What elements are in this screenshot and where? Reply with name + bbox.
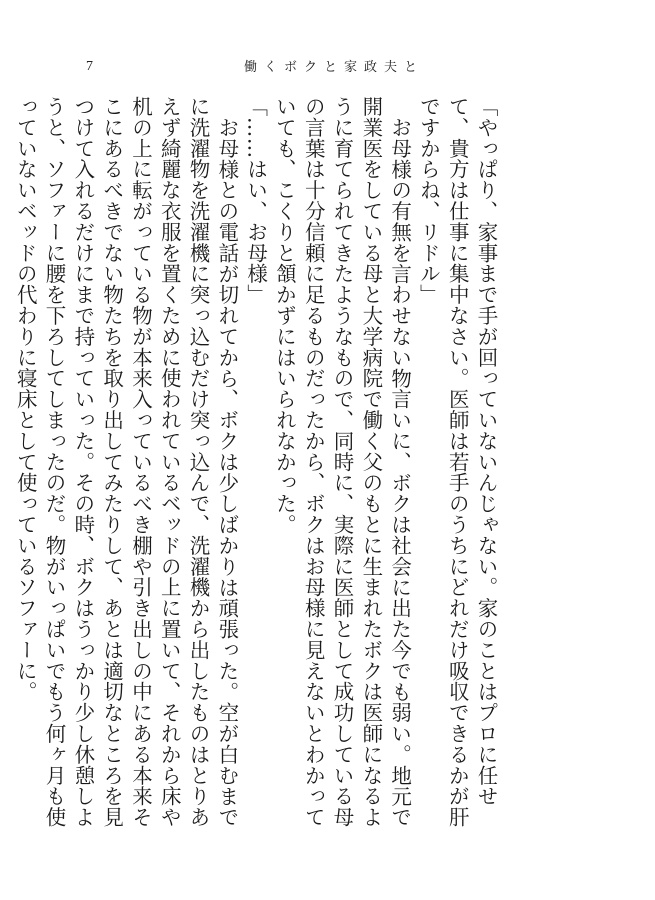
running-title: 働くボクと家政夫と: [244, 60, 425, 75]
body-text: [13, 96, 500, 840]
page-number: 7: [86, 59, 93, 74]
paragraph-narration-upbringing: お母様の有無を言わせない物言いに、ボクは社会に出た今でも弱い。地元で開業医をしている母と大学病院で働く父のもとに生まれたボクは医師になるように育てられてきたようなもので、同時に、実際に医師として成功している母の言葉は十分信頼に足るものだったから、ボクはお母様に見えないとわかっていても、こくりと頷かずにはいられなかった。: [272, 96, 412, 828]
paragraph-dialogue-mother: 「やっぱり、家事まで手が回っていないんじゃない。家のことはプロに任せて、貴方は仕事に集中なさい。医師は若手のうちにどれだけ吸収できるかが肝ですからね、リドル」: [416, 96, 498, 828]
paragraph-dialogue-reply: 「……はい、お母様」: [243, 96, 268, 305]
paragraph-narration-cleaning: お母様との電話が切れてから、ボクは少しばかりは頑張った。空が白むまでに洗濯物を洗濯機に突っ込むだけ突っ込んで、洗濯機から出したものはとりあえず綺麗な衣服を置くために使われているベッドの上に置いて、それから床や机の上に転がっている物が本来入っているべき棚や引き出しの中にある本来そこにあるべきでない物たちを取り出してみたりして、あとは適切なところを見つけて入れるだけにまで持っていった。その時、ボクはうっかり少し休憩しようと、ソファーに腰を下ろしてしまったのだ。物がいっぱいでもう何ヶ月も使っていないベッドの代わりに寝床として使っているソファーに。: [13, 96, 239, 828]
